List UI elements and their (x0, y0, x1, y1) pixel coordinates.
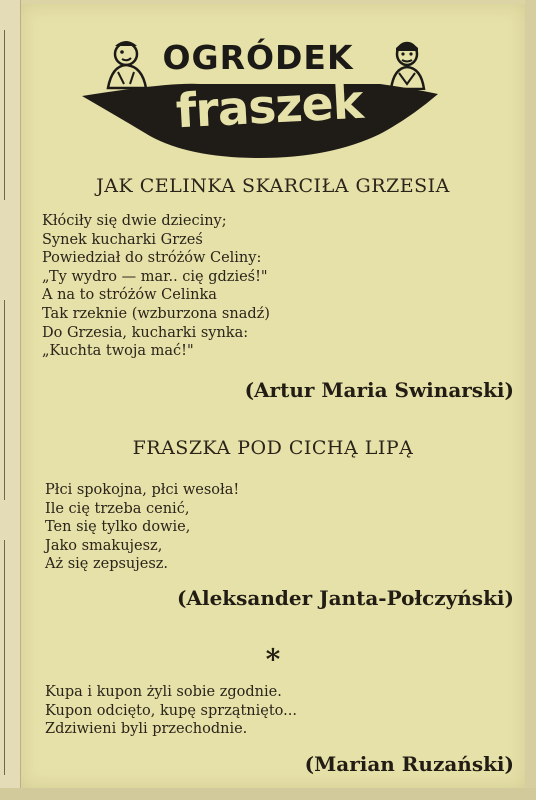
page-edge-right (525, 0, 536, 800)
poem-verse (42, 212, 270, 361)
asterisk-separator: * (265, 643, 281, 676)
poem-author: (Aleksander Janta-Połczyński) (176, 586, 514, 610)
verse-line: Powiedział do stróżów Celiny: (42, 250, 262, 267)
verse-line: Jako smakujesz, (45, 537, 163, 554)
verse-line: Ten się tylko dowie, (45, 519, 191, 536)
masthead-banner-word: fraszek (174, 74, 365, 140)
poem-title: JAK CELINKA SKARCIŁA GRZESIA (96, 175, 450, 197)
verse-line: A na to stróżów Celinka (42, 287, 217, 304)
verse-line: „Kuchta twoja mać!" (42, 343, 194, 360)
masthead (80, 38, 440, 168)
column-rule (4, 300, 5, 500)
verse-line: Synek kucharki Grześ (42, 231, 203, 248)
adjacent-column-edge (0, 0, 21, 800)
poem-author: (Artur Maria Swinarski) (244, 378, 514, 402)
verse-line: Kupon odcięto, kupę sprzątnięto... (45, 702, 297, 719)
poem-verse (45, 481, 239, 574)
verse-line: Kupa i kupon żyli sobie zgodnie. (45, 684, 282, 700)
page-edge-bottom (0, 788, 536, 800)
verse-line: Ile cię trzeba cenić, (45, 500, 190, 517)
column-rule (4, 540, 5, 775)
verse-line: „Ty wydro — mar.. cię gdzieś!" (42, 268, 268, 285)
verse-line: Aż się zepsujesz. (45, 556, 169, 573)
masthead-top-word: OGRÓDEK (162, 38, 354, 77)
verse-line: Tak rzeknie (wzburzona snadź) (42, 305, 270, 322)
verse-line: Kłóciły się dwie dzieciny; (42, 213, 227, 229)
verse-line: Do Grzesia, kucharki synka: (42, 324, 249, 341)
poem-verse (45, 683, 297, 739)
poem-title: FRASZKA POD CICHĄ LIPĄ (132, 437, 414, 459)
verse-line: Zdziwieni byli przechodnie. (45, 721, 248, 738)
column-rule (4, 30, 5, 200)
poem-author: (Marian Ruzański) (304, 752, 514, 776)
verse-line: Płci spokojna, płci wesoła! (45, 482, 240, 498)
